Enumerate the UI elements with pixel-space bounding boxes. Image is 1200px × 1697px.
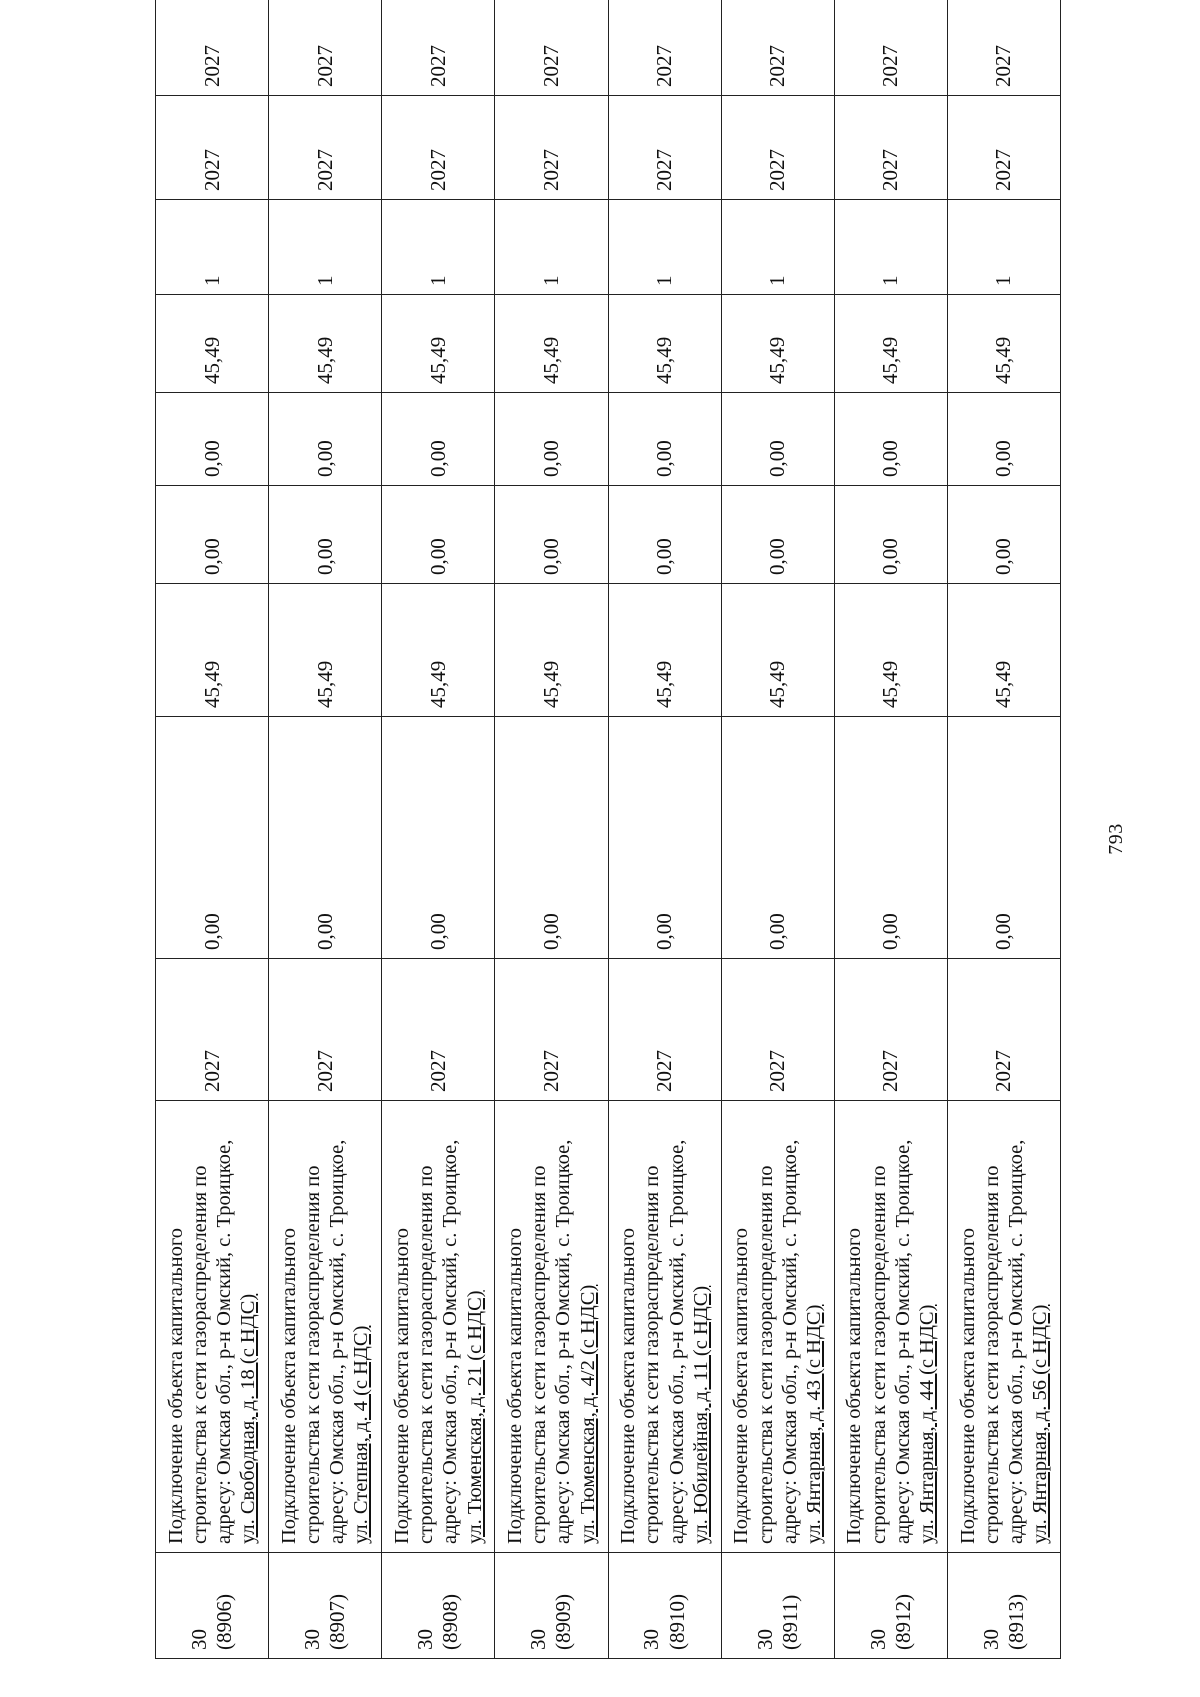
description-line: строительства к сети газораспределения по xyxy=(302,1165,324,1544)
description-line: Подключение объекта капитального xyxy=(956,1227,979,1544)
description-cell xyxy=(721,1101,834,1553)
table-row xyxy=(721,0,834,1659)
year-cell-b: 2027 xyxy=(156,0,269,96)
value-cell-1: 0,00 xyxy=(721,717,834,959)
value-cell-1: 0,00 xyxy=(495,717,608,959)
row-code: (8911) xyxy=(777,1594,802,1650)
value-cell-3: 0,00 xyxy=(721,486,834,584)
year-cell-a: 2027 xyxy=(721,96,834,200)
value-cell-5: 45,49 xyxy=(947,295,1060,393)
year-cell-a: 2027 xyxy=(834,96,947,200)
row-number-cell xyxy=(156,1553,269,1659)
quantity-cell: 1 xyxy=(495,200,608,295)
year-cell-a: 2027 xyxy=(495,96,608,200)
description-line: адресу: Омская обл., р-н Омский, с. Троицкое, xyxy=(891,1139,914,1544)
year-cell-a: 2027 xyxy=(947,96,1060,200)
value-cell-3: 0,00 xyxy=(382,486,495,584)
description-line: Подключение объекта капитального xyxy=(277,1227,300,1544)
year-cell-b: 2027 xyxy=(269,0,382,96)
row-code: (8910) xyxy=(664,1594,689,1650)
description-line: адресу: Омская обл., р-н Омский, с. Троицкое, xyxy=(1004,1139,1027,1544)
year-cell-b: 2027 xyxy=(608,0,721,96)
description-line: адресу: Омская обл., р-н Омский, с. Троицкое, xyxy=(552,1139,575,1544)
start-year-cell: 2027 xyxy=(608,959,721,1101)
quantity-cell: 1 xyxy=(382,200,495,295)
year-cell-a: 2027 xyxy=(269,96,382,200)
table-body xyxy=(156,0,1061,1659)
value-cell-4: 0,00 xyxy=(495,393,608,486)
year-cell-b: 2027 xyxy=(721,0,834,96)
value-cell-5: 45,49 xyxy=(721,295,834,393)
value-cell-2: 45,49 xyxy=(269,584,382,717)
description-line: адресу: Омская обл., р-н Омский, с. Троицкое, xyxy=(778,1139,801,1544)
row-number: 30 xyxy=(186,1629,211,1650)
table-row xyxy=(269,0,382,1659)
value-cell-5: 45,49 xyxy=(834,295,947,393)
year-cell-a: 2027 xyxy=(156,96,269,200)
quantity-cell: 1 xyxy=(269,200,382,295)
table-row xyxy=(382,0,495,1659)
description-line: строительства к сети газораспределения по xyxy=(867,1165,890,1544)
description-line: адресу: Омская обл., р-н Омский, с. Троицкое, xyxy=(439,1139,462,1544)
description-cell xyxy=(269,1101,382,1553)
quantity-cell: 1 xyxy=(947,200,1060,295)
quantity-cell: 1 xyxy=(608,200,721,295)
description-line: ул. Степная, д. 4 (с НДС) xyxy=(350,1325,373,1544)
row-number: 30 xyxy=(639,1629,664,1650)
row-number: 30 xyxy=(300,1629,324,1650)
row-number: 30 xyxy=(526,1629,551,1650)
description-line: ул. Свободная, д. 18 (с НДС) xyxy=(237,1293,260,1544)
description-line: строительства к сети газораспределения по xyxy=(980,1165,1003,1544)
start-year-cell: 2027 xyxy=(834,959,947,1101)
value-cell-5: 45,49 xyxy=(382,295,495,393)
value-cell-4: 0,00 xyxy=(382,393,495,486)
value-cell-2: 45,49 xyxy=(495,584,608,717)
page-number: 793 xyxy=(1105,823,1127,855)
description-line: строительства к сети газораспределения по xyxy=(415,1165,438,1544)
description-line: ул. Янтарная, д. 43 (с НДС) xyxy=(802,1304,825,1544)
value-cell-1: 0,00 xyxy=(947,717,1060,959)
description-cell xyxy=(382,1101,495,1553)
description-line: ул. Янтарная, д. 44 (с НДС) xyxy=(916,1304,938,1544)
row-code: (8909) xyxy=(551,1594,576,1650)
start-year-cell: 2027 xyxy=(721,959,834,1101)
quantity-cell: 1 xyxy=(834,200,947,295)
value-cell-2: 45,49 xyxy=(947,584,1060,717)
value-cell-4: 0,00 xyxy=(721,393,834,486)
start-year-cell: 2027 xyxy=(947,959,1060,1101)
year-cell-b: 2027 xyxy=(495,0,608,96)
value-cell-2: 45,49 xyxy=(834,584,947,717)
value-cell-3: 0,00 xyxy=(269,486,382,584)
table-row xyxy=(834,0,947,1659)
description-line: строительства к сети газораспределения по xyxy=(754,1165,777,1544)
table-row xyxy=(608,0,721,1659)
description-cell xyxy=(495,1101,608,1553)
row-code: (8907) xyxy=(325,1594,350,1650)
table-row xyxy=(156,0,269,1659)
value-cell-3: 0,00 xyxy=(947,486,1060,584)
description-cell xyxy=(608,1101,721,1553)
value-cell-4: 0,00 xyxy=(834,393,947,486)
description-line: адресу: Омская обл., р-н Омский, с. Троицкое, xyxy=(326,1139,349,1544)
description-line: Подключение объекта капитального xyxy=(730,1227,753,1544)
year-cell-a: 2027 xyxy=(382,96,495,200)
description-line: ул. Янтарная, д. 56 (с НДС) xyxy=(1029,1304,1052,1544)
row-number: 30 xyxy=(865,1629,890,1650)
row-number-cell xyxy=(721,1553,834,1659)
description-line: ул. Тюменская, д. 4/2 (с НДС) xyxy=(576,1284,599,1544)
value-cell-4: 0,00 xyxy=(947,393,1060,486)
table-row xyxy=(495,0,608,1659)
value-cell-4: 0,00 xyxy=(156,393,269,486)
value-cell-5: 45,49 xyxy=(156,295,269,393)
row-number-cell xyxy=(269,1553,382,1659)
row-number-cell xyxy=(834,1553,947,1659)
year-cell-b: 2027 xyxy=(834,0,947,96)
row-number: 30 xyxy=(413,1629,438,1650)
value-cell-4: 0,00 xyxy=(608,393,721,486)
row-code: (8908) xyxy=(438,1594,463,1650)
year-cell-a: 2027 xyxy=(608,96,721,200)
value-cell-3: 0,00 xyxy=(156,486,269,584)
start-year-cell: 2027 xyxy=(269,959,382,1101)
value-cell-2: 45,49 xyxy=(156,584,269,717)
table-row xyxy=(947,0,1060,1659)
start-year-cell: 2027 xyxy=(156,959,269,1101)
row-number-cell xyxy=(947,1553,1060,1659)
year-cell-b: 2027 xyxy=(382,0,495,96)
value-cell-4: 0,00 xyxy=(269,393,382,486)
description-line: ул. Тюменская, д. 21 (с НДС) xyxy=(463,1290,486,1544)
value-cell-1: 0,00 xyxy=(608,717,721,959)
description-line: Подключение объекта капитального xyxy=(390,1227,413,1544)
year-cell-b: 2027 xyxy=(947,0,1060,96)
description-line: строительства к сети газораспределения по xyxy=(188,1165,211,1544)
description-line: адресу: Омская обл., р-н Омский, с. Троицкое, xyxy=(213,1139,236,1544)
row-number-cell xyxy=(382,1553,495,1659)
value-cell-1: 0,00 xyxy=(834,717,947,959)
value-cell-3: 0,00 xyxy=(495,486,608,584)
value-cell-5: 45,49 xyxy=(608,295,721,393)
description-line: Подключение объекта капитального xyxy=(504,1227,527,1544)
value-cell-1: 0,00 xyxy=(269,717,382,959)
value-cell-1: 0,00 xyxy=(156,717,269,959)
row-number: 30 xyxy=(752,1629,777,1650)
data-table xyxy=(155,0,1061,1659)
description-cell xyxy=(156,1101,269,1553)
description-cell xyxy=(834,1101,947,1553)
value-cell-2: 45,49 xyxy=(721,584,834,717)
row-code: (8912) xyxy=(890,1594,915,1650)
value-cell-2: 45,49 xyxy=(382,584,495,717)
row-code: (8906) xyxy=(212,1594,237,1650)
value-cell-5: 45,49 xyxy=(269,295,382,393)
start-year-cell: 2027 xyxy=(495,959,608,1101)
start-year-cell: 2027 xyxy=(382,959,495,1101)
value-cell-5: 45,49 xyxy=(495,295,608,393)
row-number-cell xyxy=(495,1553,608,1659)
row-number: 30 xyxy=(978,1629,1003,1650)
quantity-cell: 1 xyxy=(156,200,269,295)
description-line: Подключение объекта капитального xyxy=(617,1227,640,1544)
row-code: (8913) xyxy=(1003,1594,1028,1650)
description-line: ул. Юбилейная, д. 11 (с НДС) xyxy=(689,1285,712,1544)
value-cell-1: 0,00 xyxy=(382,717,495,959)
description-line: строительства к сети газораспределения по xyxy=(528,1165,551,1544)
description-line: адресу: Омская обл., р-н Омский, с. Троицкое, xyxy=(665,1139,688,1544)
value-cell-2: 45,49 xyxy=(608,584,721,717)
value-cell-3: 0,00 xyxy=(834,486,947,584)
value-cell-3: 0,00 xyxy=(608,486,721,584)
description-line: Подключение объекта капитального xyxy=(843,1227,866,1544)
row-number-cell xyxy=(608,1553,721,1659)
quantity-cell: 1 xyxy=(721,200,834,295)
description-line: строительства к сети газораспределения по xyxy=(641,1165,664,1544)
description-cell xyxy=(947,1101,1060,1553)
description-line: Подключение объекта капитального xyxy=(164,1227,187,1544)
